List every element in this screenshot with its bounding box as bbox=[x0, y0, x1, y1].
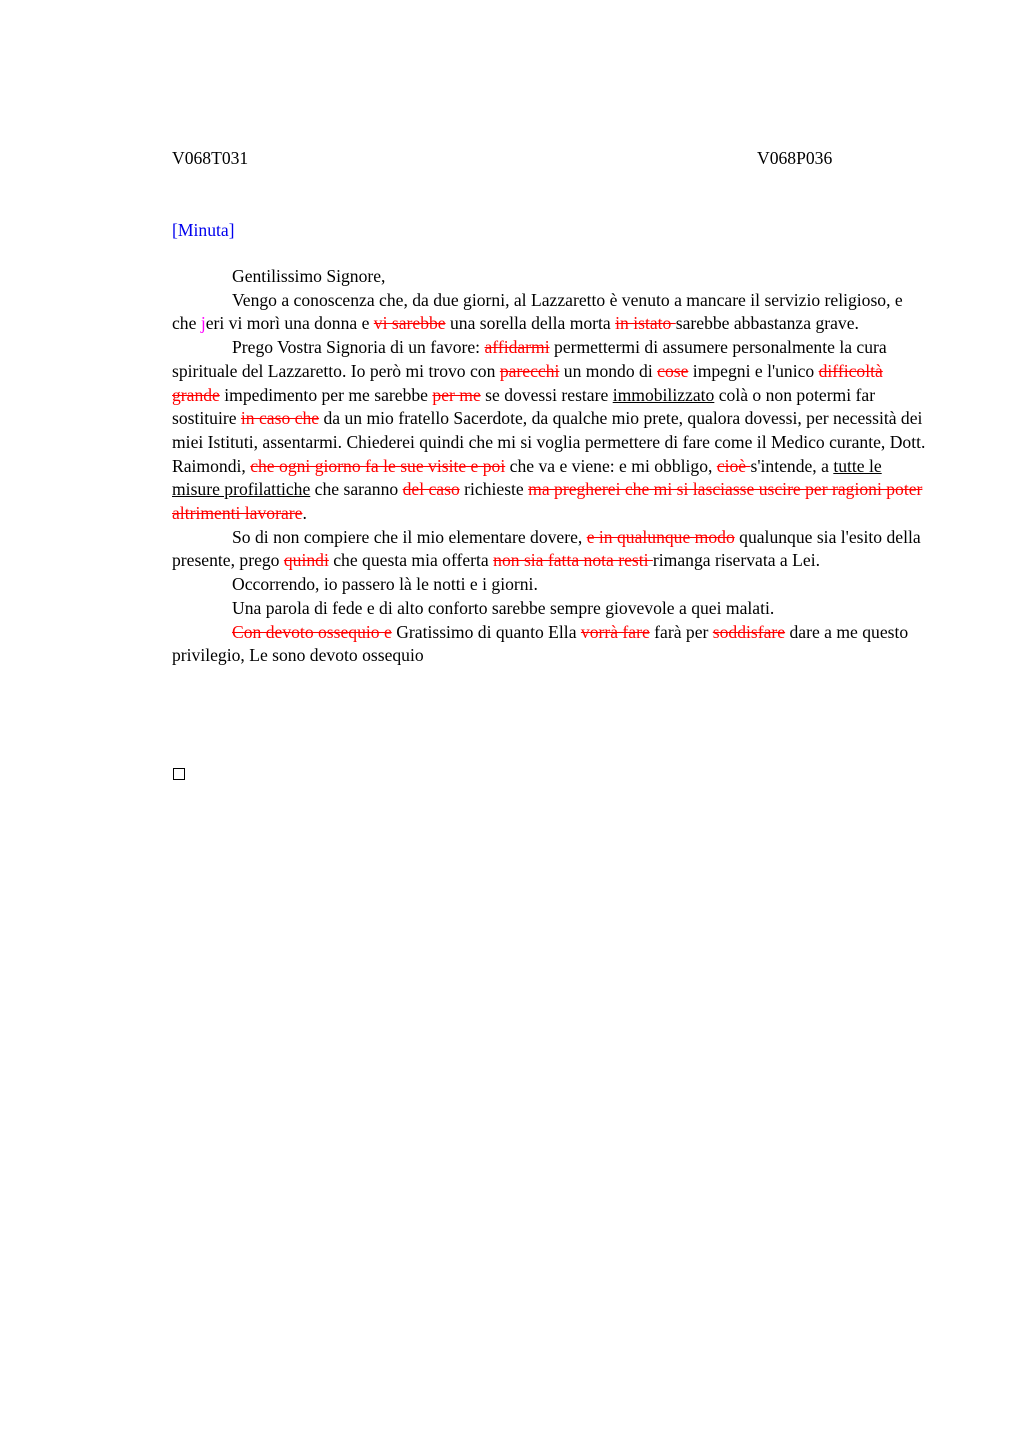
text: dare a me questo privilegio, Le sono devoto ossequio bbox=[172, 621, 909, 666]
text: una sorella della morta bbox=[445, 313, 616, 334]
text: richieste bbox=[459, 479, 529, 500]
text: impegni e l'unico bbox=[688, 360, 819, 381]
deleted-text: e in qualunque modo bbox=[586, 526, 735, 547]
text: Vengo a conoscenza che, da due giorni, al Lazzaretto è venuto a mancare il servizio religioso, e che bbox=[172, 289, 903, 334]
letter-body bbox=[172, 265, 928, 668]
text: Occorrendo, io passero là le notti e i giorni. bbox=[232, 574, 538, 595]
deleted-text: parecchi bbox=[499, 360, 560, 381]
deleted-text: soddisfare bbox=[712, 621, 786, 642]
underlined-text: immobilizzato bbox=[612, 384, 715, 405]
text: un mondo di bbox=[559, 360, 658, 381]
deleted-text: cioè bbox=[716, 455, 751, 476]
text: Gratissimo di quanto Ella bbox=[391, 621, 581, 642]
header-right-code: V068P036 bbox=[757, 148, 833, 168]
text: . bbox=[302, 503, 307, 524]
text: che questa mia offerta bbox=[328, 550, 494, 571]
paragraph-2 bbox=[172, 336, 928, 526]
text: sarebbe abbastanza grave. bbox=[675, 313, 859, 334]
empty-square-icon bbox=[173, 768, 185, 780]
text: eri vi morì una donna e bbox=[205, 313, 374, 334]
text: rimanga riservata a Lei. bbox=[652, 550, 820, 571]
deleted-text: Con devoto ossequio e bbox=[232, 621, 392, 642]
deleted-text: del caso bbox=[402, 479, 460, 500]
paragraph-5 bbox=[172, 597, 928, 621]
text: che saranno bbox=[310, 479, 403, 500]
deleted-text: cose bbox=[657, 360, 689, 381]
text: qualunque sia l'esito della presente, prego bbox=[172, 526, 921, 571]
deleted-text: ma pregherei che mi si lasciasse uscire per ragioni poter altrimenti lavorare bbox=[172, 479, 923, 524]
closing-paragraph bbox=[172, 621, 928, 668]
deleted-text: vi sarebbe bbox=[373, 313, 446, 334]
text: permettermi di assumere personalmente la cura spirituale del Lazzaretto. Io però mi trovo con bbox=[172, 337, 887, 381]
inserted-letter: j bbox=[200, 313, 206, 334]
deleted-text: in caso che bbox=[240, 408, 320, 429]
deleted-text: per me bbox=[432, 384, 481, 405]
salutation bbox=[172, 265, 928, 289]
deleted-text: non sia fatta nota resti bbox=[493, 550, 653, 571]
text: da un mio fratello Sacerdote, da qualche mio prete, qualora dovessi, per necessità dei miei Istituti, assentarmi. Chiederei quindi che mi si voglia permettere di fare come il Medico curante, Dott. Raimondi, bbox=[172, 408, 926, 476]
header-left-code: V068T031 bbox=[172, 148, 249, 168]
text: farà per bbox=[649, 621, 713, 642]
deleted-text: vorrà fare bbox=[580, 621, 650, 642]
document-header bbox=[172, 146, 928, 170]
text: Una parola di fede e di alto conforto sarebbe sempre giovevole a quei malati. bbox=[232, 597, 775, 618]
paragraph-4 bbox=[172, 573, 928, 597]
deleted-text: che ogni giorno fa le sue visite e poi bbox=[250, 455, 506, 476]
text: colà o non potermi far sostituire bbox=[172, 384, 876, 429]
document-label: [Minuta] bbox=[172, 220, 235, 240]
text: s'intende, a bbox=[750, 455, 834, 476]
text: se dovessi restare bbox=[480, 384, 613, 405]
text: impedimento per me sarebbe bbox=[219, 384, 433, 405]
text: Gentilissimo Signore, bbox=[232, 266, 386, 286]
underlined-text: tutte le misure profilattiche bbox=[172, 455, 882, 500]
text: che va e viene: e mi obbligo, bbox=[505, 455, 717, 476]
deleted-text: quindi bbox=[283, 550, 329, 571]
paragraph-3 bbox=[172, 526, 928, 573]
text: Prego Vostra Signoria di un favore: bbox=[232, 337, 485, 358]
deleted-text: affidarmi bbox=[484, 337, 550, 358]
deleted-text: in istato bbox=[615, 313, 676, 334]
deleted-text: difficoltà grande bbox=[172, 360, 883, 405]
text: So di non compiere che il mio elementare dovere, bbox=[232, 526, 587, 547]
paragraph-1 bbox=[172, 289, 928, 336]
